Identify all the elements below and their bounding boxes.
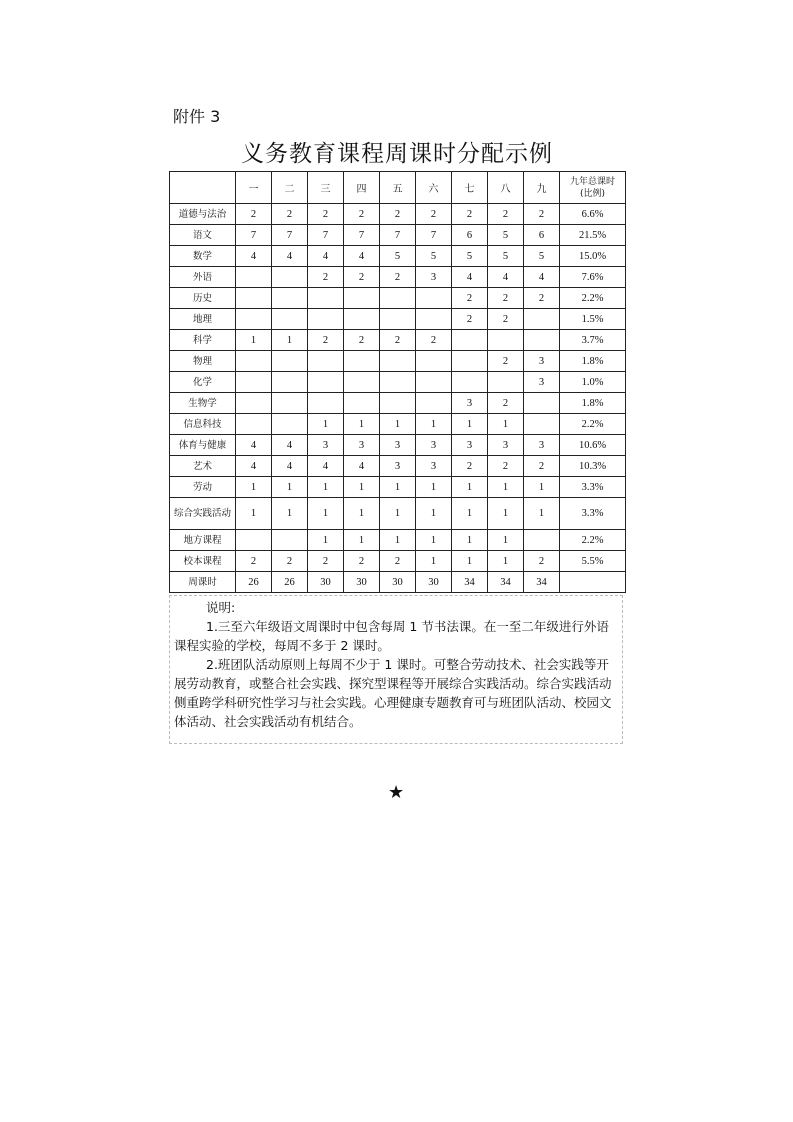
- hours-cell: [272, 393, 308, 414]
- subject-cell: 信息科技: [170, 414, 236, 435]
- hours-cell: 3: [524, 351, 560, 372]
- ratio-cell: 1.5%: [560, 309, 626, 330]
- notes-heading: 说明:: [206, 600, 236, 615]
- hours-cell: 4: [272, 456, 308, 477]
- hours-cell: 1: [344, 414, 380, 435]
- hours-cell: 4: [236, 435, 272, 456]
- hours-cell: 1: [308, 414, 344, 435]
- hours-cell: 3: [452, 435, 488, 456]
- hours-cell: 1: [452, 477, 488, 498]
- hours-cell: [380, 372, 416, 393]
- hours-cell: 1: [380, 414, 416, 435]
- hours-cell: 7: [380, 225, 416, 246]
- hours-cell: 1: [488, 530, 524, 551]
- table-row: [170, 372, 626, 393]
- hours-cell: [488, 372, 524, 393]
- ratio-cell: 15.0%: [560, 246, 626, 267]
- total-header-line2: (比例): [579, 188, 606, 199]
- hours-cell: 3: [308, 435, 344, 456]
- subject-cell: 劳动: [170, 477, 236, 498]
- hours-cell: 2: [488, 204, 524, 225]
- hours-cell: 1: [308, 477, 344, 498]
- hours-cell: [524, 309, 560, 330]
- hours-cell: 3: [488, 435, 524, 456]
- hours-cell: 6: [524, 225, 560, 246]
- hours-cell: 2: [488, 393, 524, 414]
- hours-cell: 1: [488, 414, 524, 435]
- table-row: [170, 551, 626, 572]
- hours-cell: 1: [452, 498, 488, 530]
- table-row: [170, 456, 626, 477]
- hours-cell: 2: [380, 204, 416, 225]
- ratio-cell: 1.0%: [560, 372, 626, 393]
- hours-cell: [272, 414, 308, 435]
- hours-cell: 3: [452, 393, 488, 414]
- hours-cell: 1: [416, 498, 452, 530]
- ratio-cell: 7.6%: [560, 267, 626, 288]
- hours-cell: [272, 351, 308, 372]
- hours-cell: 1: [416, 551, 452, 572]
- attachment-label: 附件 3: [173, 107, 221, 126]
- hours-cell: 2: [452, 204, 488, 225]
- note-item: 2.班团队活动原则上每周不少于 1 课时。可整合劳动技术、社会实践等开展劳动教育，或整合社会实践、探究型课程等开展综合实践活动。综合实践活动侧重跨学科研究性学习与社会实践。心理健康专题教育可与班团队活动、校园文体活动、社会实践活动有机结合。: [174, 657, 612, 729]
- header-cell: 二: [272, 172, 308, 204]
- subject-cell: 周课时: [170, 572, 236, 593]
- hours-cell: [452, 372, 488, 393]
- hours-cell: 1: [236, 477, 272, 498]
- header-cell: 七: [452, 172, 488, 204]
- hours-cell: 1: [272, 477, 308, 498]
- hours-cell: 2: [308, 204, 344, 225]
- subject-cell: 化学: [170, 372, 236, 393]
- table-row: [170, 288, 626, 309]
- hours-cell: 4: [272, 246, 308, 267]
- hours-cell: [416, 393, 452, 414]
- hours-cell: [272, 372, 308, 393]
- hours-cell: 5: [524, 246, 560, 267]
- hours-cell: [488, 330, 524, 351]
- hours-cell: [308, 393, 344, 414]
- hours-cell: 2: [272, 551, 308, 572]
- hours-cell: 7: [416, 225, 452, 246]
- hours-cell: 1: [416, 414, 452, 435]
- hours-cell: 1: [452, 414, 488, 435]
- hours-cell: [236, 372, 272, 393]
- hours-cell: 4: [236, 246, 272, 267]
- hours-cell: 3: [524, 435, 560, 456]
- ratio-cell: 5.5%: [560, 551, 626, 572]
- hours-cell: 2: [344, 204, 380, 225]
- hours-cell: 2: [380, 267, 416, 288]
- hours-cell: 2: [380, 551, 416, 572]
- hours-cell: [524, 530, 560, 551]
- subject-cell: 体育与健康: [170, 435, 236, 456]
- hours-cell: 3: [524, 372, 560, 393]
- hours-cell: 4: [524, 267, 560, 288]
- hours-cell: 4: [452, 267, 488, 288]
- table-row: [170, 351, 626, 372]
- hours-cell: 4: [308, 246, 344, 267]
- hours-cell: [308, 288, 344, 309]
- hours-cell: 7: [236, 225, 272, 246]
- subject-cell: 校本课程: [170, 551, 236, 572]
- table-row: [170, 435, 626, 456]
- subject-cell: 综合实践活动: [170, 498, 236, 530]
- hours-cell: 2: [488, 309, 524, 330]
- hours-cell: 1: [344, 498, 380, 530]
- header-cell: 五: [380, 172, 416, 204]
- hours-cell: 2: [524, 288, 560, 309]
- hours-cell: 5: [380, 246, 416, 267]
- hours-cell: 1: [344, 477, 380, 498]
- table-row: [170, 204, 626, 225]
- subject-cell: 语文: [170, 225, 236, 246]
- ratio-cell: 3.3%: [560, 477, 626, 498]
- hours-cell: [236, 309, 272, 330]
- header-cell: 八: [488, 172, 524, 204]
- hours-cell: 3: [416, 267, 452, 288]
- subject-cell: 物理: [170, 351, 236, 372]
- ratio-cell: 1.8%: [560, 393, 626, 414]
- hours-cell: [380, 393, 416, 414]
- subject-cell: 生物学: [170, 393, 236, 414]
- ratio-cell: 10.6%: [560, 435, 626, 456]
- header-cell: [170, 172, 236, 204]
- hours-cell: [308, 309, 344, 330]
- hours-cell: [236, 267, 272, 288]
- hours-cell: 4: [236, 456, 272, 477]
- hours-cell: 26: [236, 572, 272, 593]
- hours-cell: [380, 288, 416, 309]
- table-row: [170, 414, 626, 435]
- hours-cell: [272, 309, 308, 330]
- hours-cell: 5: [488, 225, 524, 246]
- hours-cell: 26: [272, 572, 308, 593]
- hours-cell: [524, 330, 560, 351]
- hours-cell: 2: [344, 267, 380, 288]
- hours-cell: 1: [236, 498, 272, 530]
- hours-cell: 5: [452, 246, 488, 267]
- hours-cell: 3: [344, 435, 380, 456]
- hours-cell: 1: [308, 530, 344, 551]
- hours-cell: [236, 288, 272, 309]
- hours-cell: 1: [524, 477, 560, 498]
- ratio-cell: 10.3%: [560, 456, 626, 477]
- hours-cell: [452, 330, 488, 351]
- ratio-cell: 2.2%: [560, 414, 626, 435]
- header-cell: 三: [308, 172, 344, 204]
- hours-cell: 34: [452, 572, 488, 593]
- hours-cell: 2: [488, 456, 524, 477]
- hours-cell: [452, 351, 488, 372]
- ratio-cell: 2.2%: [560, 288, 626, 309]
- hours-cell: [236, 393, 272, 414]
- hours-cell: 1: [488, 551, 524, 572]
- hours-cell: 1: [452, 530, 488, 551]
- hours-cell: 7: [308, 225, 344, 246]
- table-row: [170, 309, 626, 330]
- ratio-cell: 1.8%: [560, 351, 626, 372]
- hours-cell: 1: [452, 551, 488, 572]
- total-header-line1: 九年总课时: [569, 176, 615, 187]
- hours-cell: 1: [488, 498, 524, 530]
- ratio-cell: 2.2%: [560, 530, 626, 551]
- hours-cell: 1: [308, 498, 344, 530]
- page-title: 义务教育课程周课时分配示例: [241, 141, 553, 167]
- table-header-row: [170, 172, 626, 204]
- hours-cell: 1: [380, 530, 416, 551]
- hours-cell: 2: [416, 330, 452, 351]
- hours-cell: [308, 351, 344, 372]
- hours-cell: 1: [524, 498, 560, 530]
- hours-cell: [524, 414, 560, 435]
- hours-cell: [524, 393, 560, 414]
- hours-cell: 2: [236, 551, 272, 572]
- hours-cell: 1: [344, 530, 380, 551]
- hours-cell: 2: [452, 456, 488, 477]
- hours-cell: [272, 288, 308, 309]
- hours-cell: 3: [380, 456, 416, 477]
- subject-cell: 数学: [170, 246, 236, 267]
- hours-cell: [344, 393, 380, 414]
- hours-cell: [236, 414, 272, 435]
- hours-cell: 6: [452, 225, 488, 246]
- hours-cell: 2: [380, 330, 416, 351]
- hours-cell: 2: [452, 288, 488, 309]
- table-row: [170, 267, 626, 288]
- hours-cell: 2: [452, 309, 488, 330]
- header-cell: 九: [524, 172, 560, 204]
- hours-cell: 2: [308, 330, 344, 351]
- header-cell: 四: [344, 172, 380, 204]
- hours-cell: 30: [416, 572, 452, 593]
- subject-cell: 艺术: [170, 456, 236, 477]
- hours-cell: [416, 351, 452, 372]
- table-row: [170, 246, 626, 267]
- hours-cell: 7: [272, 225, 308, 246]
- hours-cell: 5: [416, 246, 452, 267]
- header-cell: 一: [236, 172, 272, 204]
- hours-cell: [416, 288, 452, 309]
- table-row: [170, 225, 626, 246]
- total-header-cell: [560, 172, 626, 204]
- hours-cell: 4: [344, 246, 380, 267]
- hours-cell: 4: [272, 435, 308, 456]
- hours-cell: 30: [344, 572, 380, 593]
- hours-cell: 2: [488, 351, 524, 372]
- hours-cell: [344, 288, 380, 309]
- hours-cell: [272, 267, 308, 288]
- hours-cell: 2: [524, 456, 560, 477]
- hours-cell: 2: [308, 551, 344, 572]
- ratio-cell: 21.5%: [560, 225, 626, 246]
- hours-cell: [416, 309, 452, 330]
- hours-cell: 2: [308, 267, 344, 288]
- hours-cell: 1: [380, 477, 416, 498]
- star-icon: ★: [388, 782, 405, 803]
- ratio-cell: 3.7%: [560, 330, 626, 351]
- table-row: [170, 530, 626, 551]
- hours-cell: [344, 351, 380, 372]
- hours-cell: 1: [488, 477, 524, 498]
- hours-cell: 4: [344, 456, 380, 477]
- note-item: 1.三至六年级语文周课时中包含每周 1 节书法课。在一至二年级进行外语课程实验的学校，每周不多于 2 课时。: [174, 619, 609, 653]
- hours-cell: 3: [416, 456, 452, 477]
- hours-cell: 2: [488, 288, 524, 309]
- hours-cell: 1: [236, 330, 272, 351]
- hours-cell: 7: [344, 225, 380, 246]
- table-row: [170, 477, 626, 498]
- hours-cell: [236, 351, 272, 372]
- hours-cell: 1: [416, 530, 452, 551]
- header-cell: 六: [416, 172, 452, 204]
- ratio-cell: 3.3%: [560, 498, 626, 530]
- subject-cell: 道德与法治: [170, 204, 236, 225]
- hours-cell: 2: [416, 204, 452, 225]
- hours-cell: [236, 530, 272, 551]
- hours-cell: [272, 530, 308, 551]
- notes-box: [169, 595, 623, 744]
- hours-cell: [344, 309, 380, 330]
- hours-cell: 2: [344, 330, 380, 351]
- hours-cell: 2: [272, 204, 308, 225]
- hours-cell: 3: [416, 435, 452, 456]
- subject-cell: 外语: [170, 267, 236, 288]
- hours-cell: 5: [488, 246, 524, 267]
- course-hours-table: [169, 171, 626, 593]
- subject-cell: 科学: [170, 330, 236, 351]
- subject-cell: 地理: [170, 309, 236, 330]
- hours-cell: 4: [308, 456, 344, 477]
- hours-cell: 2: [344, 551, 380, 572]
- hours-cell: 4: [488, 267, 524, 288]
- ratio-cell: [560, 572, 626, 593]
- subject-cell: 地方课程: [170, 530, 236, 551]
- hours-cell: 2: [524, 551, 560, 572]
- hours-cell: [344, 372, 380, 393]
- hours-cell: [380, 309, 416, 330]
- table-row: [170, 498, 626, 530]
- hours-cell: [416, 372, 452, 393]
- subject-cell: 历史: [170, 288, 236, 309]
- hours-cell: 2: [524, 204, 560, 225]
- hours-cell: 30: [380, 572, 416, 593]
- ratio-cell: 6.6%: [560, 204, 626, 225]
- hours-cell: 30: [308, 572, 344, 593]
- hours-cell: 1: [272, 330, 308, 351]
- hours-cell: 1: [380, 498, 416, 530]
- hours-cell: 34: [524, 572, 560, 593]
- hours-cell: [308, 372, 344, 393]
- hours-cell: 1: [272, 498, 308, 530]
- table-row: [170, 330, 626, 351]
- hours-cell: 34: [488, 572, 524, 593]
- hours-cell: [380, 351, 416, 372]
- hours-cell: 3: [380, 435, 416, 456]
- table-row: [170, 572, 626, 593]
- hours-cell: 1: [416, 477, 452, 498]
- hours-cell: 2: [236, 204, 272, 225]
- table-row: [170, 393, 626, 414]
